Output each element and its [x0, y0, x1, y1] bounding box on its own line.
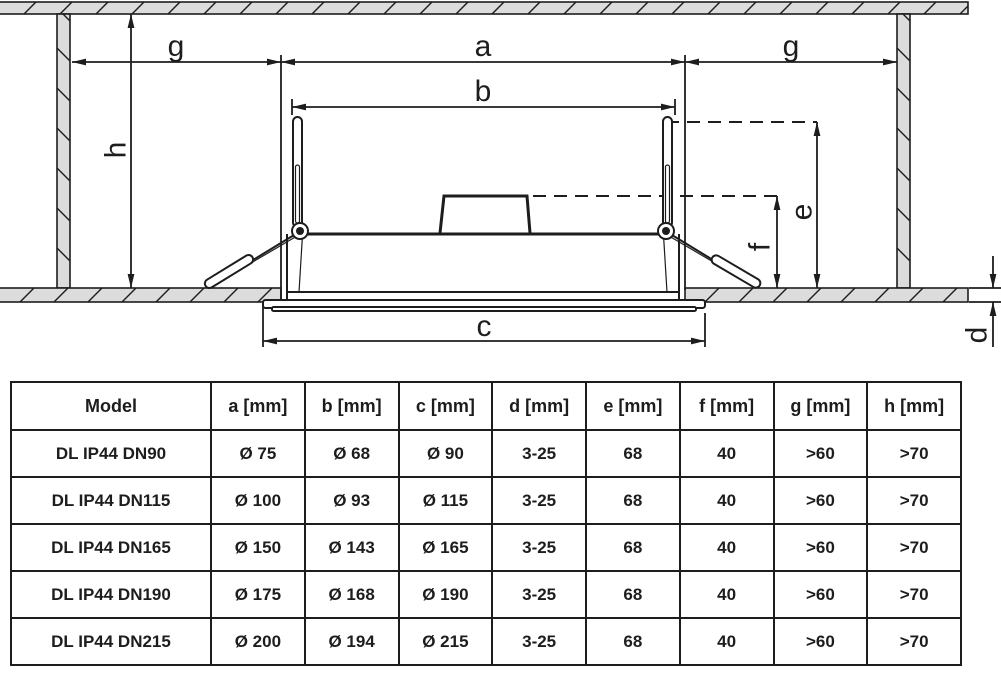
value-cell: 68 [586, 571, 680, 618]
ceiling-board-left [0, 288, 281, 302]
dim-label-f: f [743, 242, 777, 252]
value-cell: >60 [774, 430, 868, 477]
value-cell: Ø 168 [305, 571, 399, 618]
column-header-g: g [mm] [774, 382, 868, 430]
joist-right [897, 14, 910, 288]
value-cell: Ø 115 [399, 477, 493, 524]
dim-label-g-left: g [167, 30, 185, 63]
value-cell: 40 [680, 571, 774, 618]
ceiling-slab-top [0, 2, 968, 14]
model-cell: DL IP44 DN165 [11, 524, 211, 571]
spring-clip-right [658, 117, 762, 289]
column-header-d: d [mm] [492, 382, 586, 430]
value-cell: >60 [774, 524, 868, 571]
value-cell: 40 [680, 477, 774, 524]
value-cell: Ø 190 [399, 571, 493, 618]
value-cell: 68 [586, 430, 680, 477]
spring-clip-left [203, 117, 308, 290]
table-row [11, 571, 961, 618]
column-header-model: Model [11, 382, 211, 430]
column-header-h: h [mm] [867, 382, 961, 430]
value-cell: 68 [586, 524, 680, 571]
column-header-a: a [mm] [211, 382, 305, 430]
model-cell: DL IP44 DN215 [11, 618, 211, 665]
dim-label-e: e [785, 203, 819, 221]
table-body [11, 430, 961, 665]
value-cell: Ø 165 [399, 524, 493, 571]
dimensions-table [10, 381, 962, 666]
value-cell: >60 [774, 571, 868, 618]
value-cell: Ø 143 [305, 524, 399, 571]
joist-left [57, 14, 70, 288]
model-cell: DL IP44 DN190 [11, 571, 211, 618]
dim-label-b: b [474, 75, 492, 108]
table-header-row [11, 382, 961, 430]
table-row [11, 430, 961, 477]
dim-label-a: a [474, 30, 492, 63]
value-cell: Ø 150 [211, 524, 305, 571]
dim-label-c: c [476, 310, 492, 343]
value-cell: Ø 90 [399, 430, 493, 477]
value-cell: 68 [586, 618, 680, 665]
model-cell: DL IP44 DN90 [11, 430, 211, 477]
downlight-fixture [203, 117, 762, 311]
value-cell: >60 [774, 618, 868, 665]
value-cell: 3-25 [492, 571, 586, 618]
value-cell: >70 [867, 618, 961, 665]
table-row [11, 524, 961, 571]
value-cell: 3-25 [492, 524, 586, 571]
ceiling-board-right [685, 288, 968, 302]
value-cell: Ø 100 [211, 477, 305, 524]
value-cell: 40 [680, 524, 774, 571]
value-cell: 3-25 [492, 477, 586, 524]
value-cell: Ø 68 [305, 430, 399, 477]
lamp-housing [440, 196, 530, 233]
model-cell: DL IP44 DN115 [11, 477, 211, 524]
value-cell: Ø 93 [305, 477, 399, 524]
value-cell: Ø 75 [211, 430, 305, 477]
value-cell: 68 [586, 477, 680, 524]
column-header-e: e [mm] [586, 382, 680, 430]
value-cell: Ø 175 [211, 571, 305, 618]
value-cell: 3-25 [492, 618, 586, 665]
value-cell: Ø 200 [211, 618, 305, 665]
column-header-f: f [mm] [680, 382, 774, 430]
value-cell: Ø 194 [305, 618, 399, 665]
value-cell: Ø 215 [399, 618, 493, 665]
value-cell: >70 [867, 430, 961, 477]
dim-label-g-right: g [782, 30, 800, 63]
value-cell: >70 [867, 477, 961, 524]
value-cell: >70 [867, 524, 961, 571]
column-header-c: c [mm] [399, 382, 493, 430]
dim-label-h: h [99, 141, 133, 159]
value-cell: >60 [774, 477, 868, 524]
value-cell: >70 [867, 571, 961, 618]
dim-label-d: d [960, 326, 994, 344]
column-header-b: b [mm] [305, 382, 399, 430]
value-cell: 40 [680, 618, 774, 665]
value-cell: 3-25 [492, 430, 586, 477]
table-row [11, 477, 961, 524]
table-row [11, 618, 961, 665]
value-cell: 40 [680, 430, 774, 477]
